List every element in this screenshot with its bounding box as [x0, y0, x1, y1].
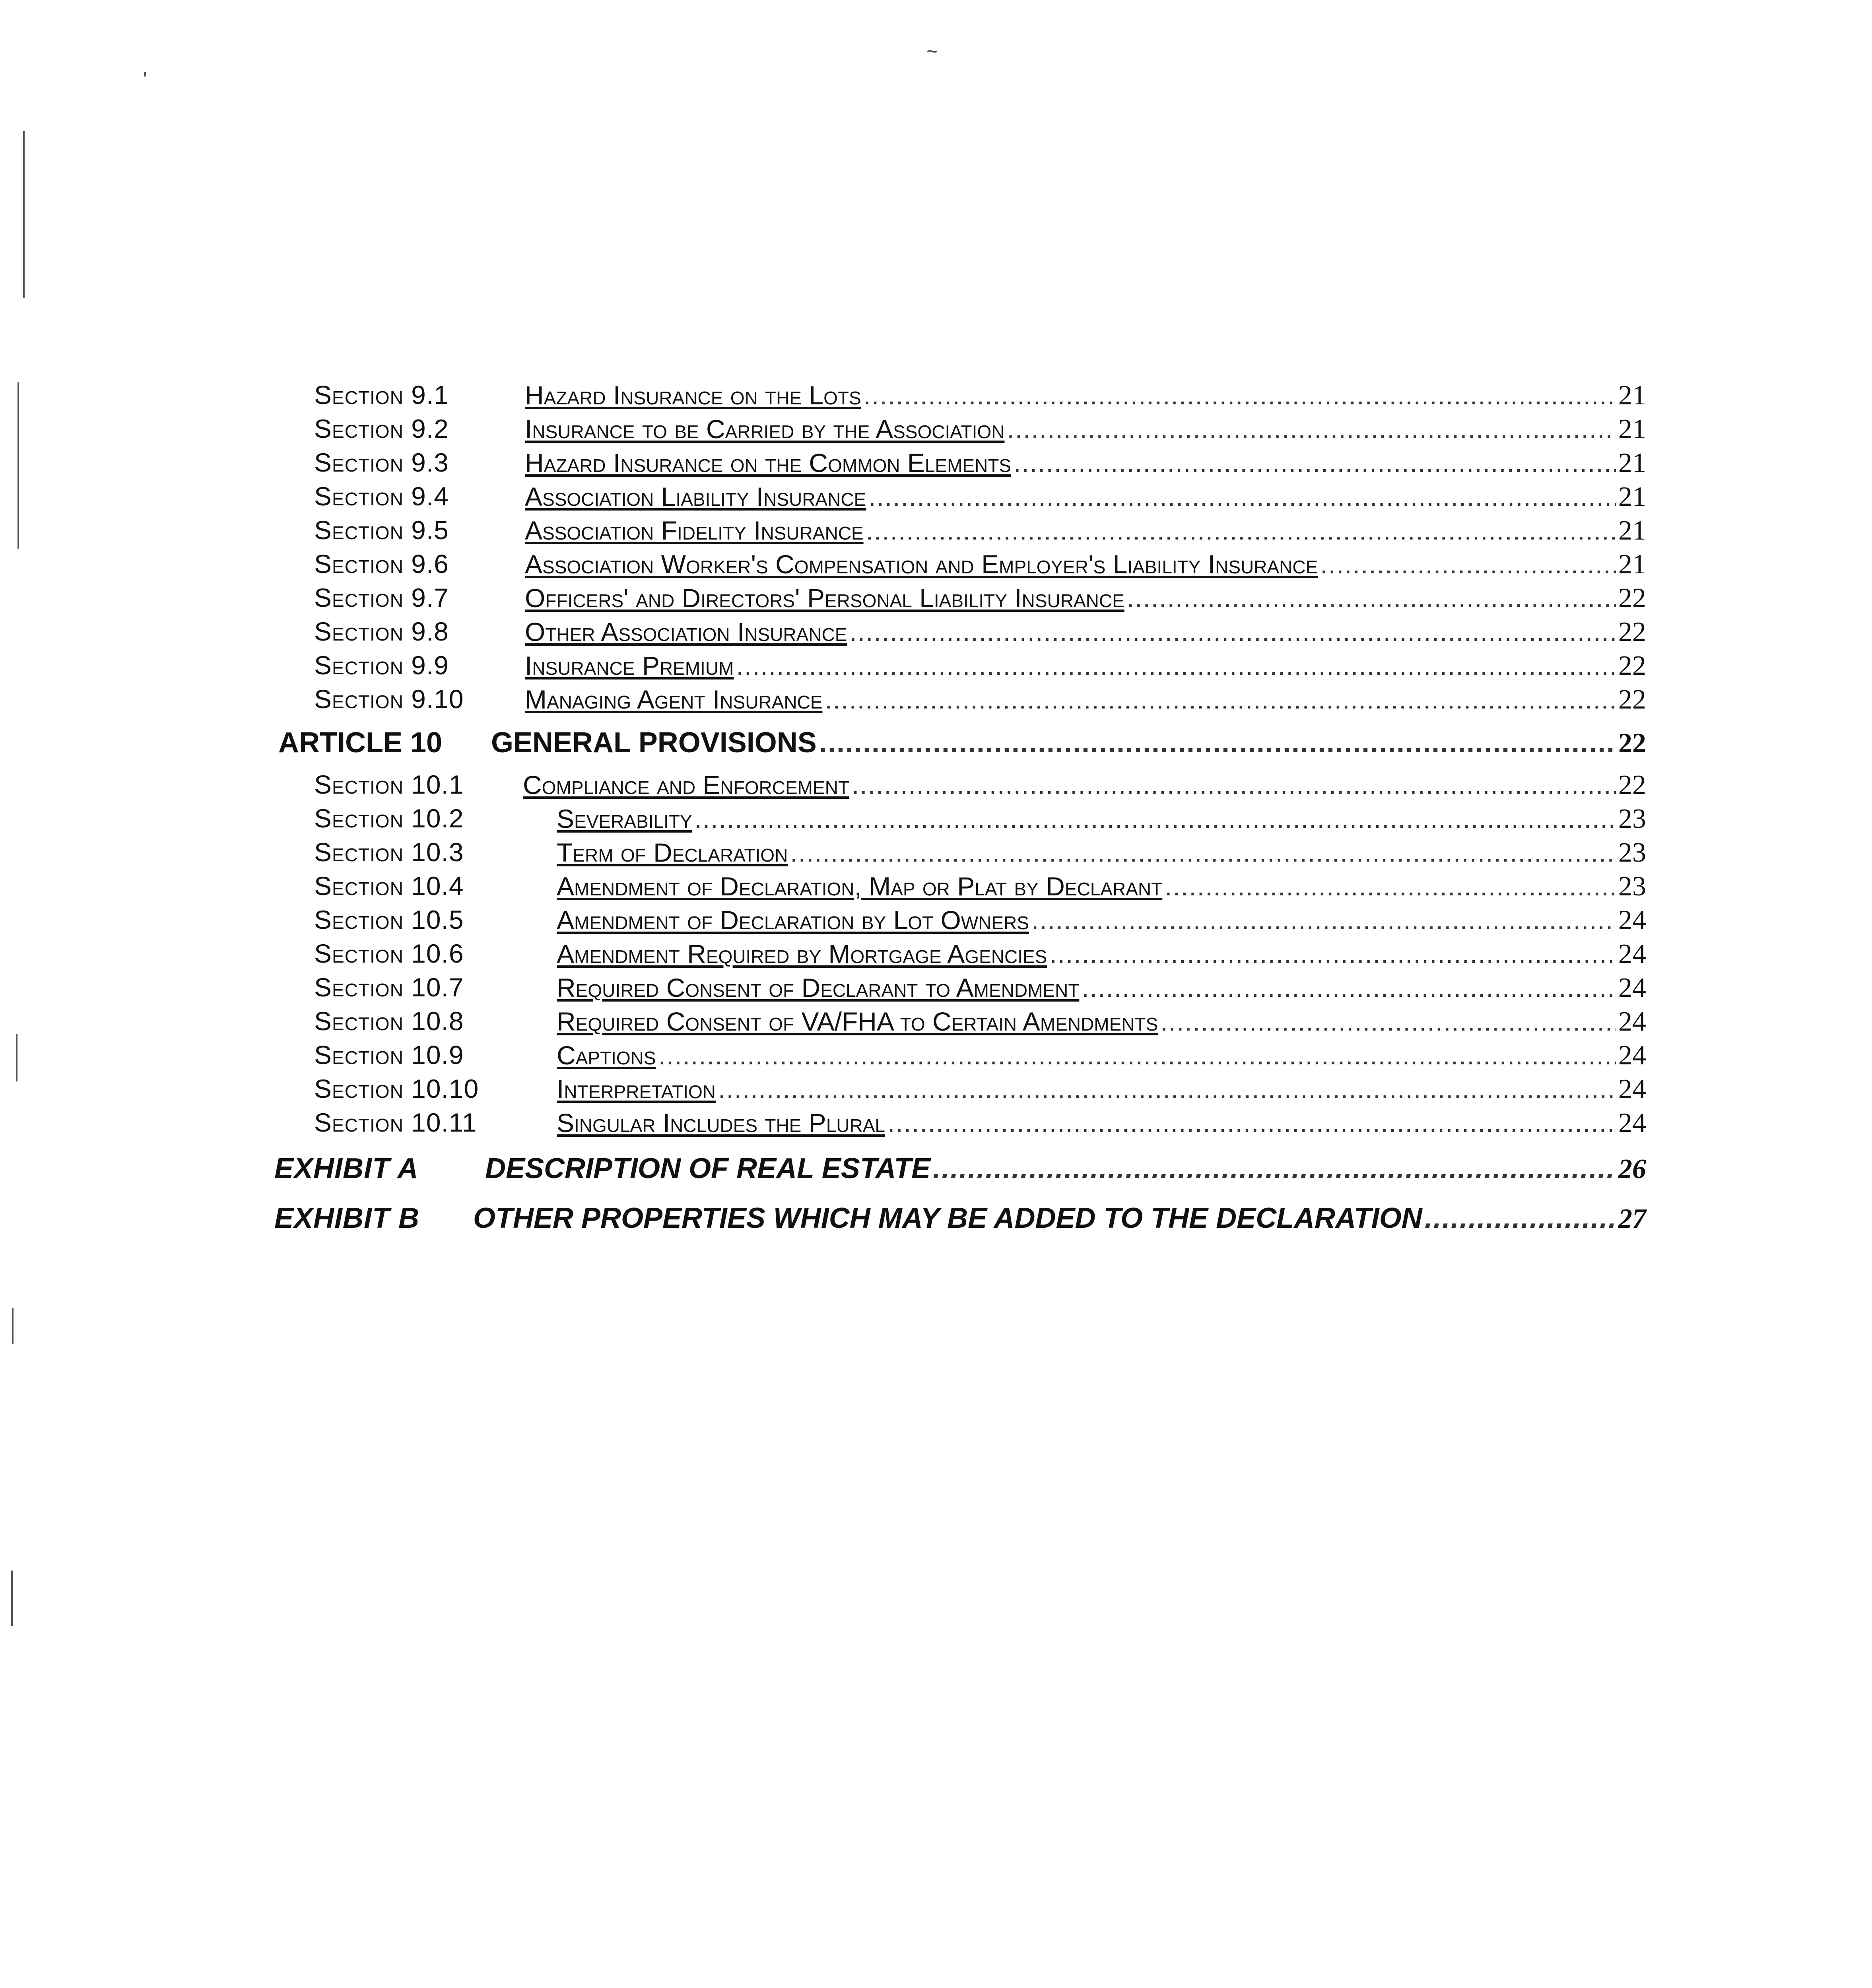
toc-entry-page: 22	[1618, 770, 1646, 800]
toc-entry	[274, 582, 1646, 616]
toc-entry-line	[525, 380, 1646, 412]
toc-entry-line	[525, 515, 1646, 547]
toc-entry-label: Section 9.8	[314, 617, 449, 646]
toc-entry-title[interactable]: Term of Declaration	[557, 838, 788, 867]
toc-entry-line	[557, 1074, 1646, 1105]
toc-entry-page: 22	[1618, 617, 1646, 647]
dot-leader	[1049, 939, 1616, 969]
toc-entry-page: 24	[1618, 939, 1646, 969]
dot-leader	[1014, 448, 1616, 478]
exhibit-a-title[interactable]: DESCRIPTION OF REAL ESTATE	[485, 1153, 931, 1184]
toc-entry-label: Section 9.4	[314, 481, 449, 511]
toc-entry-line	[525, 447, 1646, 479]
toc-entry-title[interactable]: Association Worker's Compensation and Employer's Liability Insurance	[525, 549, 1318, 579]
toc-entry-line	[525, 481, 1646, 513]
dot-leader	[1425, 1202, 1616, 1235]
dot-leader	[1320, 549, 1616, 579]
dot-leader	[825, 684, 1616, 714]
toc-entry	[274, 803, 1646, 837]
toc-entry-label: Section 10.1	[314, 770, 464, 799]
toc-entry	[274, 1074, 1646, 1107]
toc-entry-label: Section 9.6	[314, 549, 449, 579]
toc-entry	[274, 447, 1646, 481]
toc-entry-label: Section 10.9	[314, 1040, 464, 1070]
toc-entry-page: 23	[1618, 871, 1646, 902]
toc-entry-title[interactable]: Captions	[557, 1041, 656, 1070]
toc-entry-page: 24	[1618, 905, 1646, 936]
toc-entry-page: 21	[1618, 380, 1646, 411]
toc-entry-page: 24	[1618, 1006, 1646, 1037]
toc-entry	[274, 515, 1646, 549]
toc-entry-page: 21	[1618, 448, 1646, 478]
toc-entry-line	[525, 616, 1646, 648]
toc-entry	[274, 905, 1646, 938]
toc-entry-page: 21	[1618, 549, 1646, 580]
toc-entry	[274, 414, 1646, 447]
toc-entry-page: 23	[1618, 804, 1646, 834]
toc-entry-line	[557, 905, 1646, 936]
toc-entry	[274, 837, 1646, 871]
toc-entry-title[interactable]: Amendment Required by Mortgage Agencies	[557, 939, 1047, 969]
scan-margin-mark	[17, 382, 19, 549]
dot-leader	[718, 1074, 1616, 1104]
dot-leader	[1007, 414, 1616, 444]
toc-entry	[274, 616, 1646, 650]
toc-entry-label: Section 10.8	[314, 1006, 464, 1036]
toc-entry-label: Section 9.10	[314, 684, 464, 714]
toc-entry-label: Section 10.5	[314, 905, 464, 934]
exhibit-b-page: 27	[1618, 1204, 1646, 1234]
toc-entry-label: Section 9.9	[314, 650, 449, 680]
toc-entry-title[interactable]: Hazard Insurance on the Common Elements	[525, 448, 1012, 478]
scan-speck: ~	[926, 40, 938, 62]
article-label: ARTICLE 10	[278, 727, 443, 759]
toc-entry-title[interactable]: Amendment of Declaration by Lot Owners	[557, 905, 1029, 935]
exhibit-b-label: EXHIBIT B	[274, 1202, 420, 1234]
table-of-contents	[274, 380, 1646, 1241]
dot-leader	[864, 380, 1616, 410]
toc-entry-label: Section 10.6	[314, 939, 464, 968]
toc-entry-line	[485, 1152, 1646, 1185]
toc-entry-label: Section 10.7	[314, 973, 464, 1002]
dot-leader	[933, 1152, 1616, 1185]
article-page: 22	[1618, 728, 1646, 759]
scan-margin-mark	[12, 1308, 14, 1344]
toc-entry-line	[473, 1202, 1646, 1235]
dot-leader	[658, 1040, 1616, 1070]
toc-entry-title[interactable]: Required Consent of VA/FHA to Certain Amendments	[557, 1007, 1158, 1036]
toc-entry-label: Section 10.2	[314, 804, 464, 833]
toc-article-heading	[274, 718, 1646, 769]
toc-entry-line	[557, 938, 1646, 970]
dot-leader	[1031, 905, 1616, 935]
toc-entry-line	[525, 414, 1646, 445]
toc-entry-title[interactable]: Severability	[557, 804, 692, 833]
toc-entry-label: Section 10.4	[314, 871, 464, 901]
dot-leader	[887, 1108, 1616, 1138]
dot-leader	[866, 515, 1616, 546]
toc-entry-label: Section 10.11	[314, 1108, 477, 1137]
dot-leader	[736, 650, 1616, 681]
toc-entry-label: Section 9.7	[314, 583, 449, 612]
dot-leader	[1127, 583, 1616, 613]
dot-leader	[695, 804, 1616, 834]
toc-entry-line	[525, 549, 1646, 580]
toc-entry-title[interactable]: Association Liability Insurance	[525, 482, 866, 511]
toc-entry-page: 21	[1618, 414, 1646, 445]
toc-entry-title[interactable]: Insurance to be Carried by the Association	[525, 414, 1005, 444]
toc-entry-label: Section 10.3	[314, 837, 464, 867]
toc-entry-title[interactable]: Managing Agent Insurance	[525, 685, 823, 714]
toc-entry	[274, 972, 1646, 1006]
toc-entry-title[interactable]: Amendment of Declaration, Map or Plat by Declarant	[557, 872, 1163, 901]
toc-exhibit-a	[274, 1141, 1646, 1191]
toc-entry-page: 22	[1618, 583, 1646, 613]
toc-entry-page: 24	[1618, 973, 1646, 1003]
toc-entry-title[interactable]: Required Consent of Declarant to Amendment	[557, 973, 1080, 1002]
toc-entry-title[interactable]: Hazard Insurance on the Lots	[525, 381, 861, 410]
toc-entry	[274, 481, 1646, 515]
toc-entry-title[interactable]: Insurance Premium	[525, 651, 734, 680]
toc-entry	[274, 938, 1646, 972]
toc-entry-line	[557, 837, 1646, 869]
toc-entry-title[interactable]: Officers' and Directors' Personal Liability Insurance	[525, 583, 1124, 613]
toc-entry-line	[557, 803, 1646, 835]
toc-entry-label: Section 10.10	[314, 1074, 479, 1103]
toc-entry-line	[525, 684, 1646, 716]
toc-entry-title[interactable]: Interpretation	[557, 1074, 716, 1104]
dot-leader	[819, 726, 1616, 759]
dot-leader	[868, 481, 1616, 512]
toc-entry-title[interactable]: Association Fidelity Insurance	[525, 516, 864, 545]
scan-margin-mark	[16, 1034, 17, 1081]
toc-entry-label: Section 9.3	[314, 448, 449, 477]
toc-entry-page: 24	[1618, 1040, 1646, 1071]
toc-entry-page: 21	[1618, 481, 1646, 512]
toc-entry-line	[557, 871, 1646, 903]
dot-leader	[852, 770, 1616, 800]
toc-entry	[274, 380, 1646, 414]
toc-exhibit-b	[274, 1191, 1646, 1241]
exhibit-a-page: 26	[1618, 1154, 1646, 1184]
toc-entry	[274, 871, 1646, 905]
toc-entry-title[interactable]: Singular Includes the Plural	[557, 1108, 885, 1138]
toc-entry-line	[523, 769, 1646, 801]
toc-entry-label: Section 9.2	[314, 414, 449, 443]
exhibit-a-label: EXHIBIT A	[274, 1153, 419, 1184]
toc-entry	[274, 1107, 1646, 1141]
toc-entry	[274, 769, 1646, 803]
toc-entry	[274, 684, 1646, 718]
toc-entry-line	[557, 1040, 1646, 1072]
scan-margin-mark	[11, 1571, 13, 1626]
toc-entry-page: 22	[1618, 684, 1646, 715]
toc-entry-page: 23	[1618, 837, 1646, 868]
toc-entry	[274, 1040, 1646, 1074]
article-title[interactable]: GENERAL PROVISIONS	[491, 727, 817, 759]
toc-entry-line	[525, 650, 1646, 682]
toc-entry-label: Section 9.1	[314, 380, 449, 410]
dot-leader	[1082, 973, 1616, 1003]
scan-speck: '	[143, 68, 147, 90]
toc-entry-title[interactable]: Compliance and Enforcement	[523, 770, 849, 800]
toc-entry	[274, 549, 1646, 582]
toc-entry-line	[557, 1006, 1646, 1038]
toc-entry-line	[525, 582, 1646, 614]
toc-entry-page: 24	[1618, 1074, 1646, 1105]
toc-entry-line	[557, 1107, 1646, 1139]
dot-leader	[849, 617, 1616, 647]
toc-entry-page: 21	[1618, 515, 1646, 546]
dot-leader	[790, 837, 1616, 868]
toc-entry-page: 22	[1618, 650, 1646, 681]
toc-entry-label: Section 9.5	[314, 515, 449, 545]
toc-entry-line	[557, 972, 1646, 1004]
toc-entry	[274, 1006, 1646, 1040]
toc-entry-title[interactable]: Other Association Insurance	[525, 617, 847, 646]
toc-entry-page: 24	[1618, 1108, 1646, 1138]
scan-margin-mark	[23, 131, 25, 298]
toc-entry	[274, 650, 1646, 684]
exhibit-b-title[interactable]: OTHER PROPERTIES WHICH MAY BE ADDED TO THE DECLARATION	[473, 1202, 1422, 1234]
dot-leader	[1160, 1006, 1616, 1037]
dot-leader	[1165, 871, 1616, 901]
toc-entry-line	[491, 726, 1646, 759]
